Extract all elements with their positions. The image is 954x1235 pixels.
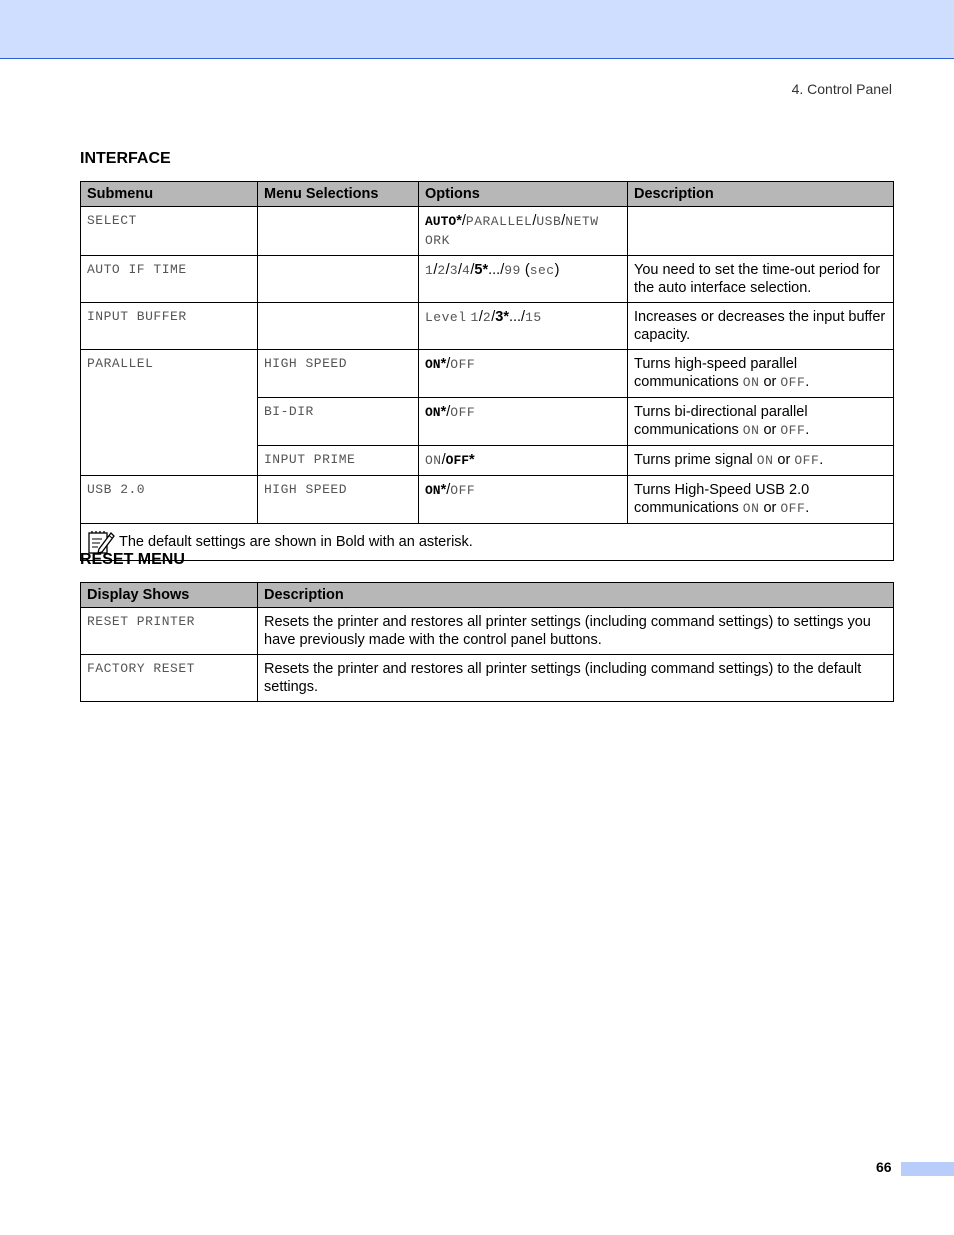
- display-cell: FACTORY RESET: [81, 655, 258, 702]
- selection-cell: HIGH SPEED: [258, 476, 419, 524]
- table-row: [81, 303, 894, 350]
- table-row: [81, 476, 894, 524]
- options-cell: AUTO*/PARALLEL/USB/NETW ORK: [419, 207, 628, 256]
- table-row: [81, 207, 894, 256]
- options-cell: ON*/OFF: [419, 398, 628, 446]
- selection-cell: INPUT PRIME: [258, 446, 419, 476]
- submenu-cell: AUTO IF TIME: [81, 256, 258, 303]
- col-header-options: Options: [419, 182, 628, 207]
- chapter-title: 4. Control Panel: [791, 81, 892, 97]
- description-cell: You need to set the time-out period for the auto interface selection.: [628, 256, 894, 303]
- note-cell: [81, 524, 894, 561]
- submenu-cell: USB 2.0: [81, 476, 258, 524]
- header-band: [0, 0, 954, 59]
- reset-menu-heading: RESET MENU: [80, 551, 185, 568]
- col-header-display-shows: Display Shows: [81, 583, 258, 608]
- page-tab-marker: [901, 1162, 954, 1176]
- options-cell: 1/2/3/4/5*.../99 (sec): [419, 256, 628, 303]
- description-cell: Resets the printer and restores all printer settings (including command settings) to the default settings.: [258, 655, 894, 702]
- description-cell: Turns high-speed parallel communications ON or OFF.: [628, 350, 894, 398]
- options-cell: ON*/OFF: [419, 476, 628, 524]
- description-cell: Resets the printer and restores all printer settings (including command settings) to settings you have previously made with the control panel buttons.: [258, 608, 894, 655]
- submenu-cell: PARALLEL: [81, 350, 258, 476]
- description-cell: Turns High-Speed USB 2.0 communications ON or OFF.: [628, 476, 894, 524]
- table-header-row: [81, 182, 894, 207]
- note-row: [81, 524, 894, 561]
- page-number: 66: [876, 1159, 892, 1175]
- description-cell: Increases or decreases the input buffer capacity.: [628, 303, 894, 350]
- col-header-description: Description: [628, 182, 894, 207]
- interface-table: [80, 181, 894, 561]
- options-cell: ON/OFF*: [419, 446, 628, 476]
- interface-heading: INTERFACE: [80, 150, 171, 167]
- selection-cell: [258, 303, 419, 350]
- table-row: [81, 256, 894, 303]
- selection-cell: [258, 207, 419, 256]
- col-header-submenu: Submenu: [81, 182, 258, 207]
- reset-menu-table: [80, 582, 894, 702]
- table-row: [81, 655, 894, 702]
- selection-cell: HIGH SPEED: [258, 350, 419, 398]
- display-cell: RESET PRINTER: [81, 608, 258, 655]
- note-text: The default settings are shown in Bold with an asterisk.: [119, 533, 473, 550]
- submenu-cell: SELECT: [81, 207, 258, 256]
- description-cell: [628, 207, 894, 256]
- table-row: [81, 350, 894, 398]
- options-cell: ON*/OFF: [419, 350, 628, 398]
- selection-cell: BI-DIR: [258, 398, 419, 446]
- options-cell: Level 1/2/3*.../15: [419, 303, 628, 350]
- col-header-menu-selections: Menu Selections: [258, 182, 419, 207]
- submenu-cell: INPUT BUFFER: [81, 303, 258, 350]
- description-cell: Turns prime signal ON or OFF.: [628, 446, 894, 476]
- description-cell: Turns bi-directional parallel communications ON or OFF.: [628, 398, 894, 446]
- table-row: [81, 608, 894, 655]
- selection-cell: [258, 256, 419, 303]
- table-header-row: [81, 583, 894, 608]
- col-header-description: Description: [258, 583, 894, 608]
